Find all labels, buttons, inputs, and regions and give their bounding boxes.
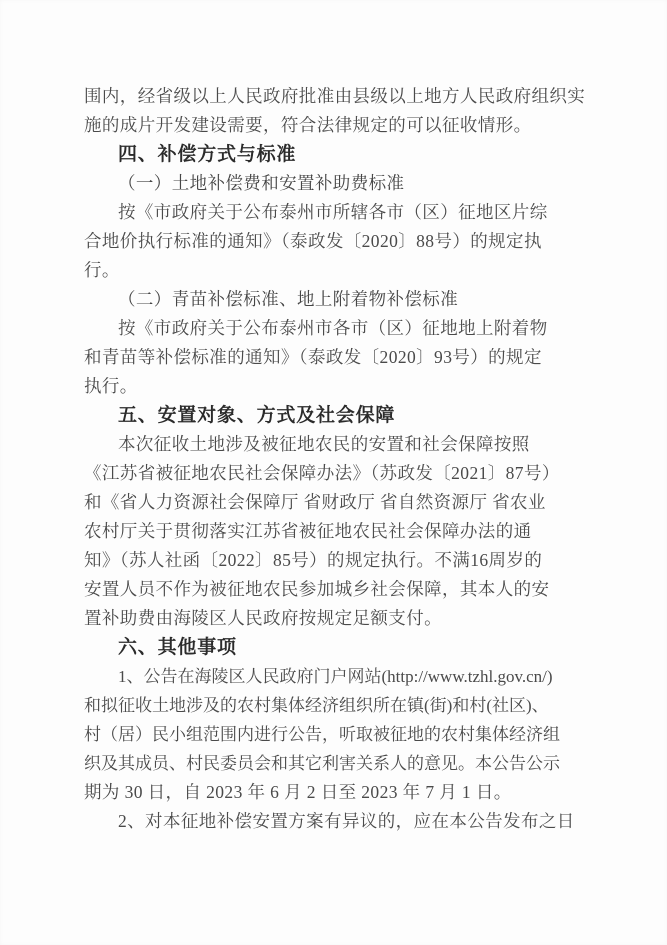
text-line: 围内，经省级以上人民政府批准由县级以上地方人民政府组织实 xyxy=(84,86,586,106)
text-line: 和拟征收土地涉及的农村集体经济组织所在镇(街)和村(社区)、 xyxy=(84,696,549,715)
subheading-4-2: （二）青苗补偿标准、地上附着物补偿标准 xyxy=(118,289,459,309)
text-line: 本次征收土地涉及被征地农民的安置和社会保障按照 xyxy=(118,434,530,454)
heading-section-5: 五、安置对象、方式及社会保障 xyxy=(118,405,396,426)
text-line: 村（居）民小组范围内进行公告，听取被征地的农村集体经济组 xyxy=(84,725,560,744)
heading-section-6: 六、其他事项 xyxy=(118,637,237,658)
text-line: 行。 xyxy=(84,260,120,280)
heading-section-4: 四、补偿方式与标准 xyxy=(118,144,297,165)
text-line: 施的成片开发建设需要，符合法律规定的可以征收情形。 xyxy=(84,115,532,135)
text-line: 执行。 xyxy=(84,376,138,396)
text-line: 和《省人力资源社会保障厅 省财政厅 省自然资源厅 省农业 xyxy=(84,492,546,512)
text-line: 置补助费由海陵区人民政府按规定足额支付。 xyxy=(84,608,442,628)
text-line-with-url: 1、公告在海陵区人民政府门户网站(http://www.tzhl.gov.cn/) xyxy=(118,667,553,686)
text-line: 《江苏省被征地农民社会保障办法》（苏政发〔2021〕87号） xyxy=(84,463,560,483)
text-line: 2、对本征地补偿安置方案有异议的，应在本公告发布之日 xyxy=(118,811,575,831)
document-text-block xyxy=(84,82,596,836)
subheading-4-1: （一）土地补偿费和安置补助费标准 xyxy=(118,173,405,193)
text-line: 期为 30 日，自 2023 年 6 月 2 日至 2023 年 7 月 1 日。 xyxy=(84,782,512,802)
text-line: 合地价执行标准的通知》（泰政发〔2020〕88号）的规定执 xyxy=(84,231,542,251)
text-line: 按《市政府关于公布泰州市所辖各市（区）征地区片综 xyxy=(118,202,548,222)
text-line: 安置人员不作为被征地农民参加城乡社会保障，其本人的安 xyxy=(84,579,550,599)
text-line: 知》（苏人社函〔2022〕85号）的规定执行。不满16周岁的 xyxy=(84,550,543,570)
text-line: 农村厅关于贯彻落实江苏省被征地农民社会保障办法的通 xyxy=(84,521,532,541)
text-line: 和青苗等补偿标准的通知》（泰政发〔2020〕93号）的规定 xyxy=(84,347,542,367)
text-line: 按《市政府关于公布泰州市各市（区）征地地上附着物 xyxy=(118,318,548,338)
text-line: 织及其成员、村民委员会和其它利害关系人的意见。本公告公示 xyxy=(84,754,560,773)
